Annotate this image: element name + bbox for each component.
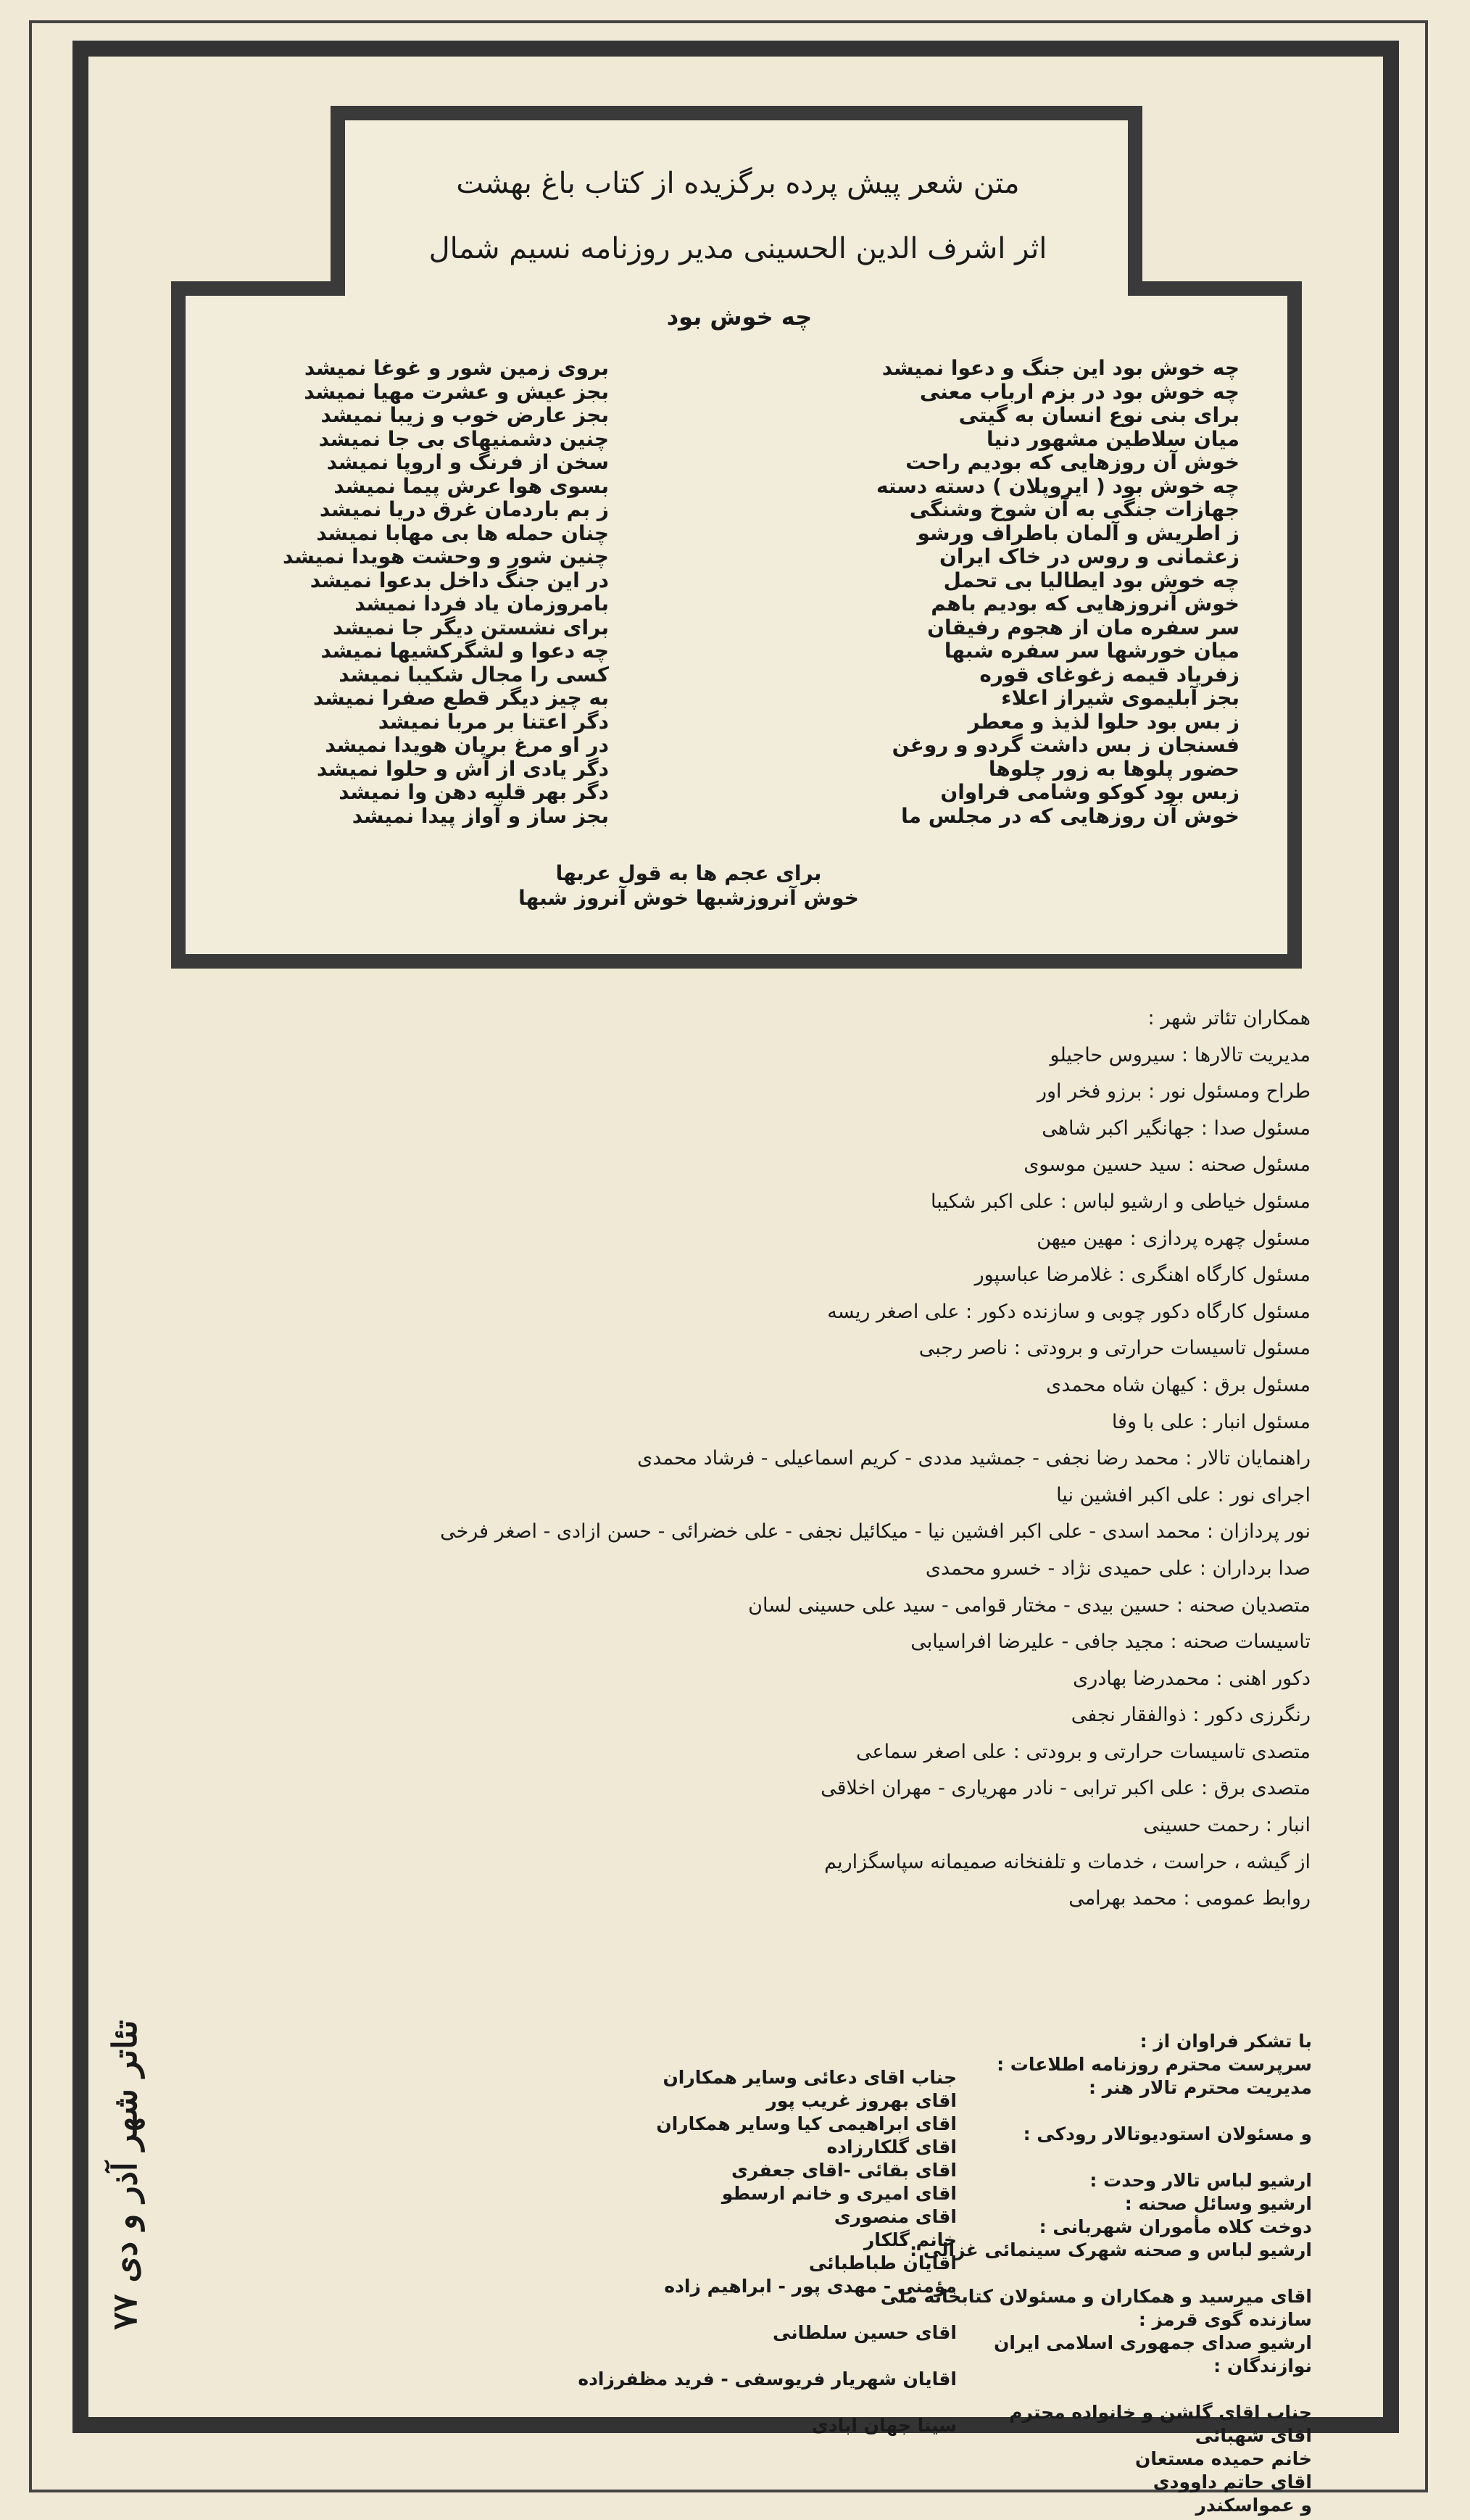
thanks-line: اقای بهروز غریب پور: [766, 2090, 957, 2111]
poem-right-column: [812, 357, 1239, 828]
thanks-left-column: [507, 2066, 957, 2437]
poem-line: سخن از فرنگ و اروپا نمیشد: [326, 450, 609, 474]
thanks-line: سینا جهان ابادی: [811, 2415, 957, 2436]
thanks-line: اقای امیری و خانم ارسطو: [721, 2183, 957, 2204]
poem-line: خوش آن روزهایی که در مجلس ما: [901, 803, 1239, 828]
thanks-line: [507, 2391, 957, 2414]
credit-line: دکور اهنی : محمدرضا بهادری: [1073, 1667, 1311, 1690]
credit-line: مسئول تاسیسات حرارتی و برودتی : ناصر رجبی: [918, 1337, 1311, 1360]
thanks-heading: با تشکر فراوان از :: [1139, 2031, 1312, 2052]
thanks-line: سازنده گوی قرمز :: [1138, 2309, 1312, 2330]
poem-line: چه دعوا و لشگرکشیها نمیشد: [320, 639, 609, 663]
side-caption-text: تئاتر شهر آذر و دی ۷۷: [105, 2020, 144, 2330]
thanks-line: [957, 2378, 1312, 2401]
thanks-line: اقای بقائی -اقای جعفری: [731, 2160, 957, 2181]
credit-line: راهنمایان تالار : محمد رضا نجفی - جمشید مددی - کریم اسماعیلی - فرشاد محمدی: [637, 1447, 1311, 1470]
credit-line: صدا برداران : علی حمیدی نژاد - خسرو محمدی: [925, 1557, 1311, 1580]
thanks-line: [957, 2100, 1312, 2123]
credit-line: تاسیسات صحنه : مجید جافی - علیرضا افراسیابی: [910, 1630, 1311, 1654]
credit-line: متصدیان صحنه : حسین بیدی - مختار قوامی - سید علی حسینی لسان: [748, 1593, 1311, 1617]
poem-line: چه خوش بود ایطالیا بی تحمل: [943, 568, 1239, 592]
credit-line: مسئول کارگاه دکور چوبی و سازنده دکور : علی اصغر ریسه: [827, 1300, 1311, 1323]
poem-line: ز بس بود حلوا لذیذ و معطر: [968, 709, 1239, 734]
poem-ending-line: خوش آنروزشبها خوش آنروز شبها: [518, 886, 859, 910]
credit-line: از گیشه ، حراست ، خدمات و تلفنخانه صمیمانه سپاسگزاریم: [824, 1850, 1311, 1873]
thanks-line: اقای حسین سلطانی: [772, 2322, 957, 2343]
poem-line: دگر بهر قلیه دهن وا نمیشد: [339, 780, 609, 804]
credit-line: مسئول چهره پردازی : مهین میهن: [1037, 1227, 1311, 1250]
thanks-line: اقای ابراهیمی کیا وسایر همکاران: [656, 2113, 957, 2134]
thanks-line: نوازندگان :: [1213, 2355, 1312, 2376]
poem-line: دگر یادی از آش و حلوا نمیشد: [316, 756, 609, 781]
thanks-line: ارشیو لباس تالار وحدت :: [1089, 2170, 1312, 2191]
thanks-line: جناب اقای دعائی وسایر همکاران: [663, 2067, 957, 2088]
poem-line: میان خورشها سر سفره شبها: [944, 639, 1239, 663]
credit-line: انبار : رحمت حسینی: [1143, 1814, 1311, 1837]
thanks-line: مؤمنی - مهدی پور - ابراهیم زاده: [664, 2276, 957, 2297]
credit-line: مسئول کارگاه اهنگری : غلامرضا عباسپور: [974, 1264, 1311, 1287]
poem-frame-notch-left: [171, 106, 345, 296]
thanks-line: و عمواسکندر: [1195, 2495, 1312, 2516]
poem-line: چنان حمله ها بی مهابا نمیشد: [316, 521, 609, 545]
thanks-line: اقای شهبائی: [1195, 2425, 1312, 2446]
poem-line: جهازات جنگی به آن شوخ وشنگی: [909, 497, 1239, 521]
credit-line: مسئول انبار : علی با وفا: [1111, 1410, 1311, 1433]
poem-line: ز اطریش و آلمان باطراف ورشو: [917, 521, 1239, 545]
poem-line: چه خوش بود این جنگ و دعوا نمیشد: [881, 356, 1239, 380]
thanks-line: ارشیو وسائل صحنه :: [1124, 2193, 1312, 2214]
credits-list: [304, 1000, 1311, 1918]
page-title: متن شعر پیش پرده برگزیده از کتاب باغ بهشت: [456, 167, 1020, 200]
thanks-line: [957, 2262, 1312, 2285]
thanks-line: مدیریت محترم تالار هنر :: [1089, 2077, 1312, 2098]
poem-frame-notch-right: [1128, 106, 1302, 296]
poem-line: بروی زمین شور و غوغا نمیشد: [304, 356, 609, 380]
poem-line: بجز آبلیموی شیراز اعلاء: [1001, 686, 1239, 710]
thanks-line: اقایان طباطبائی: [808, 2252, 957, 2274]
poem-line: بجز ساز و آواز پیدا نمیشد: [352, 803, 609, 828]
poem-line: دگر اعتنا بر مربا نمیشد: [378, 709, 609, 734]
poem-ending-line: برای عجم ها به قول عربها: [555, 861, 822, 885]
thanks-line: و مسئولان استودیوتالار رودکی :: [1023, 2123, 1312, 2144]
credit-line: طراح ومسئول نور : برزو فخر اور: [1037, 1080, 1311, 1103]
poem-line: به چیز دیگر قطع صفرا نمیشد: [312, 686, 609, 710]
thanks-line: اقای گلکارزاده: [826, 2136, 957, 2158]
credit-line: مدیریت تالارها : سیروس حاجیلو: [1050, 1043, 1311, 1066]
poem-line: برای نشستن دیگر جا نمیشد: [333, 615, 609, 639]
thanks-line: جناب اقای گلشن و خانواده محترم: [1009, 2402, 1312, 2423]
poem-line: سر سفره مان از هجوم رفیقان: [927, 615, 1239, 639]
poem-line: چه خوش بود در بزم ارباب معنی: [919, 379, 1239, 404]
credit-line: اجرای نور : علی اکبر افشین نیا: [1056, 1483, 1311, 1506]
poem-line: خوش آنروزهایی که بودیم باهم: [931, 592, 1239, 616]
credit-line: متصدی برق : علی اکبر ترابی - نادر مهریاری - مهران اخلاقی: [821, 1777, 1311, 1800]
poem-line: در این جنگ داخل بدعوا نمیشد: [310, 568, 609, 592]
thanks-line: [507, 2345, 957, 2368]
thanks-line: خانم حمیده مستعان: [1135, 2448, 1312, 2469]
credit-line: مسئول صدا : جهانگیر اکبر شاهی: [1042, 1116, 1311, 1140]
credit-line: روابط عمومی : محمد بهرامی: [1068, 1887, 1311, 1910]
page-subtitle: اثر اشرف الدین الحسینی مدیر روزنامه نسیم شمال: [428, 232, 1047, 265]
thanks-line: دوخت کلاه مأموران شهربانی :: [1039, 2216, 1312, 2237]
poem-line: چنین دشمنیهای بی جا نمیشد: [318, 426, 609, 451]
thanks-line: [957, 2146, 1312, 2169]
credit-line: متصدی تاسیسات حرارتی و برودتی : علی اصغر سماعی: [856, 1740, 1311, 1763]
thanks-line: ارشیو صدای جمهوری اسلامی ایران: [994, 2332, 1312, 2353]
thanks-line: اقای حاتم داوودی: [1153, 2471, 1312, 2492]
poem-line: بجز عیش و عشرت مهیا نمیشد: [304, 379, 609, 404]
poem-line: در او مرغ بریان هویدا نمیشد: [325, 733, 609, 757]
poem-line: چنین شور و وحشت هویدا نمیشد: [283, 544, 609, 568]
thanks-line: اقای میرسید و همکاران و مسئولان کتابخانه ملی: [880, 2286, 1312, 2307]
credit-line: رنگرزی دکور : ذوالفقار نجفی: [1071, 1704, 1311, 1727]
poem-left-column: [203, 357, 609, 828]
poem-line: چه خوش بود ( ایروپلان ) دسته دسته: [876, 473, 1239, 498]
side-caption: [96, 1972, 154, 2378]
credit-line: نور پردازان : محمد اسدی - علی اکبر افشین نیا - میکائیل نجفی - علی خضرائی - حسن ازادی - اصغر فرخی: [440, 1520, 1311, 1543]
poem-ending: [435, 861, 942, 911]
credit-line: مسئول خیاطی و ارشیو لباس : علی اکبر شکیبا: [931, 1190, 1311, 1213]
poem-title: چه خوش بود: [666, 303, 813, 331]
poem-line: زعثمانی و روس در خاک ایران: [939, 544, 1239, 568]
poem-line: حضور پلوها به زور چلوها: [988, 756, 1239, 781]
credit-line: مسئول صحنه : سید حسین موسوی: [1023, 1153, 1311, 1177]
credit-line: مسئول برق : کیهان شاه محمدی: [1046, 1373, 1311, 1396]
thanks-line: خانم گلکار: [863, 2229, 957, 2250]
poem-line: بجز عارض خوب و زیبا نمیشد: [320, 403, 609, 427]
poem-line: فسنجان ز بس داشت گردو و روغن: [892, 733, 1239, 757]
poem-line: خوش آن روزهایی که بودیم راحت: [905, 450, 1239, 474]
poem-line: برای بنی نوع انسان به گیتی: [958, 403, 1239, 427]
thanks-line: [507, 2298, 957, 2321]
poem-line: بامروزمان یاد فردا نمیشد: [354, 592, 609, 616]
credit-line: همکاران تئاتر شهر :: [1147, 1007, 1311, 1029]
thanks-line: ارشیو لباس و صحنه شهرک سینمائی غزالی :: [910, 2239, 1312, 2260]
poem-line: بسوی هوا عرش پیما نمیشد: [333, 473, 609, 498]
thanks-line: اقای منصوری: [834, 2206, 957, 2227]
poem-line: زبس بود کوکو وشامی فراوان: [940, 780, 1239, 804]
poem-line: میان سلاطین مشهور دنیا: [986, 426, 1239, 451]
poem-line: ز بم باردمان غرق دریا نمیشد: [319, 497, 609, 521]
poem-line: کسی را مجال شکیبا نمیشد: [339, 662, 609, 687]
thanks-line: سرپرست محترم روزنامه اطلاعات :: [997, 2054, 1312, 2075]
poem-line: زفریاد قیمه زغوغای قوره: [979, 662, 1239, 687]
thanks-line: اقایان شهریار فریوسفی - فرید مظفرزاده: [578, 2368, 957, 2390]
